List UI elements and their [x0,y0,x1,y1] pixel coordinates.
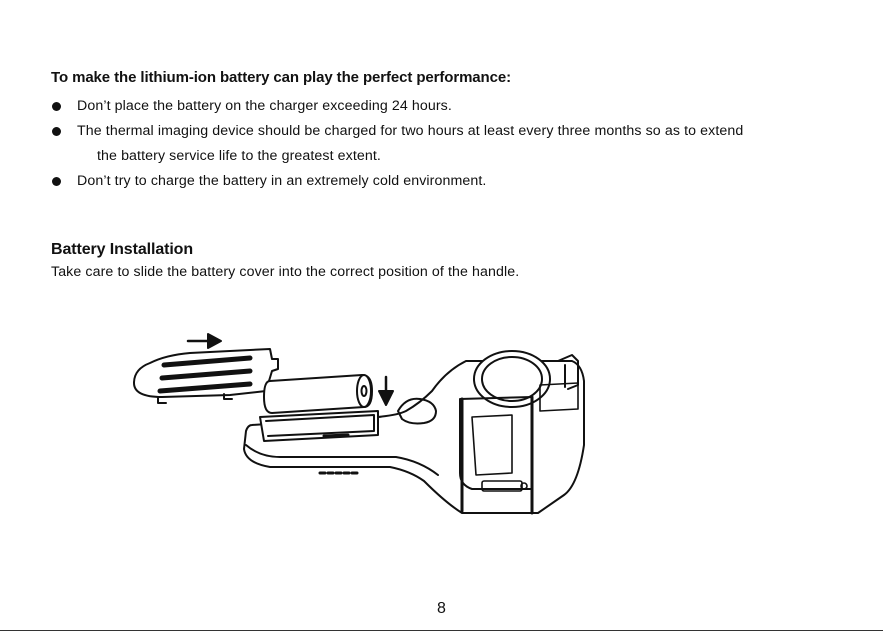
list-item [0,169,883,194]
tip-text: Don’t try to charge the battery in an extremely cold environment. [77,173,487,189]
performance-tips-list [0,94,883,194]
list-item [0,94,883,119]
bullet-dot-icon [52,177,61,186]
bullet-dot-icon [52,102,61,111]
tip-text: The thermal imaging device should be charged for two hours at least every three months so as to extend [77,123,744,139]
slide-direction-arrow-icon [188,334,221,348]
footer-divider [0,630,883,631]
installation-heading: Battery Installation [51,241,194,258]
tip-text: Don’t place the battery on the charger exceeding 24 hours. [77,98,452,114]
page-number: 8 [437,600,446,617]
battery-cover-icon [134,349,278,403]
battery-icon [264,375,372,413]
installation-instruction: Take care to slide the battery cover into the correct position of the handle. [51,264,520,280]
thermal-imager-body-icon [244,351,584,513]
tip-text-continued: the battery service life to the greatest extent. [97,148,381,164]
bullet-dot-icon [52,127,61,136]
battery-installation-illustration [120,325,600,525]
insert-direction-arrow-icon [379,377,393,405]
list-item [0,119,883,169]
performance-heading: To make the lithium-ion battery can play the perfect performance: [51,69,511,86]
